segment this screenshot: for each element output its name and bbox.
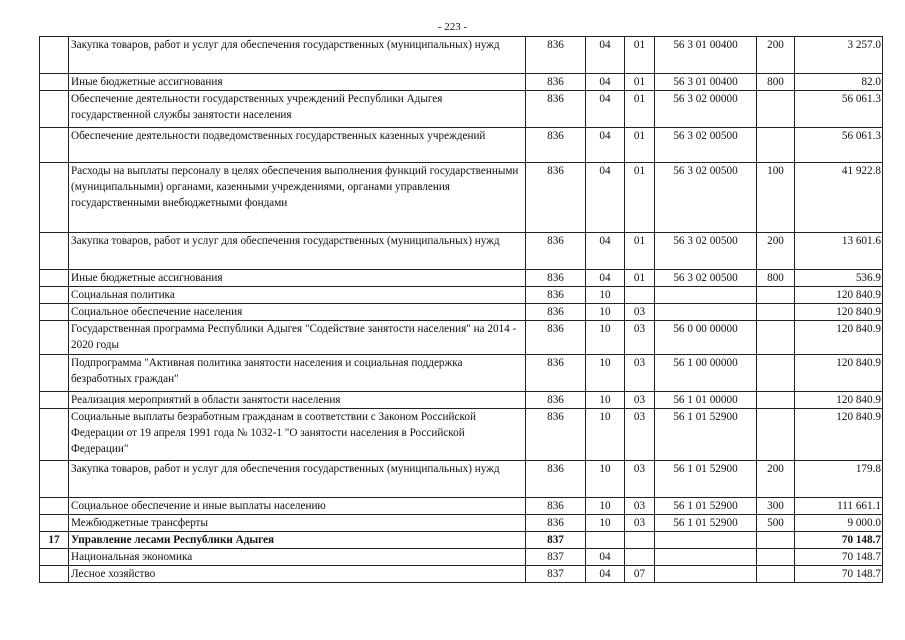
expense-type-cell — [757, 304, 795, 321]
ministry-code-cell: 837 — [526, 532, 586, 549]
expense-name-cell: Расходы на выплаты персоналу в целях обеспечения выполнения функций государственными (муниципальными) органами, казенными учреждениями, органами управления государственными внебюджетными фондами — [69, 163, 526, 233]
amount-cell: 120 840.9 — [795, 287, 883, 304]
ministry-code-cell: 836 — [526, 409, 586, 461]
amount-cell: 41 922.8 — [795, 163, 883, 233]
amount-cell: 56 061.3 — [795, 91, 883, 128]
ministry-code-cell: 836 — [526, 321, 586, 355]
row-number-cell — [40, 163, 69, 233]
amount-cell: 70 148.7 — [795, 566, 883, 583]
table-row — [40, 461, 883, 498]
table-row — [40, 37, 883, 74]
expense-name-cell: Обеспечение деятельности подведомственных государственных казенных учреждений — [69, 128, 526, 163]
row-number-cell — [40, 549, 69, 566]
subsection-code-cell: 01 — [625, 91, 655, 128]
section-code-cell: 04 — [586, 163, 625, 233]
ministry-code-cell: 836 — [526, 498, 586, 515]
section-code-cell: 10 — [586, 321, 625, 355]
table-row — [40, 270, 883, 287]
ministry-code-cell: 837 — [526, 566, 586, 583]
target-article-cell — [655, 304, 757, 321]
subsection-code-cell: 03 — [625, 515, 655, 532]
target-article-cell: 56 0 00 00000 — [655, 321, 757, 355]
row-number-cell — [40, 74, 69, 91]
target-article-cell — [655, 287, 757, 304]
section-code-cell: 04 — [586, 128, 625, 163]
expense-name-cell: Государственная программа Республики Адыгея "Содействие занятости населения" на 2014 - 2020 годы — [69, 321, 526, 355]
subsection-code-cell: 01 — [625, 233, 655, 270]
section-code-cell: 04 — [586, 74, 625, 91]
expense-name-cell: Закупка товаров, работ и услуг для обеспечения государственных (муниципальных) нужд — [69, 461, 526, 498]
table-row — [40, 233, 883, 270]
section-code-cell — [586, 532, 625, 549]
row-number-cell — [40, 498, 69, 515]
expense-type-cell: 300 — [757, 498, 795, 515]
amount-cell: 120 840.9 — [795, 355, 883, 392]
section-code-cell: 10 — [586, 355, 625, 392]
expense-type-cell — [757, 321, 795, 355]
expense-type-cell — [757, 409, 795, 461]
expense-type-cell — [757, 532, 795, 549]
target-article-cell: 56 1 01 00000 — [655, 392, 757, 409]
ministry-code-cell: 836 — [526, 515, 586, 532]
ministry-code-cell: 836 — [526, 163, 586, 233]
ministry-code-cell: 836 — [526, 304, 586, 321]
subsection-code-cell: 03 — [625, 392, 655, 409]
subsection-code-cell: 03 — [625, 321, 655, 355]
expense-name-cell: Социальное обеспечение населения — [69, 304, 526, 321]
expense-name-cell: Социальная политика — [69, 287, 526, 304]
expense-type-cell — [757, 91, 795, 128]
expense-type-cell — [757, 549, 795, 566]
section-code-cell: 04 — [586, 270, 625, 287]
ministry-code-cell: 837 — [526, 549, 586, 566]
table-row — [40, 566, 883, 583]
row-number-cell — [40, 270, 69, 287]
expense-type-cell: 200 — [757, 37, 795, 74]
expense-name-cell: Межбюджетные трансферты — [69, 515, 526, 532]
table-row — [40, 91, 883, 128]
subsection-code-cell: 01 — [625, 270, 655, 287]
table-row — [40, 498, 883, 515]
expense-type-cell — [757, 128, 795, 163]
target-article-cell — [655, 532, 757, 549]
target-article-cell — [655, 566, 757, 583]
expense-type-cell — [757, 392, 795, 409]
table-body — [40, 37, 883, 583]
amount-cell: 70 148.7 — [795, 532, 883, 549]
target-article-cell: 56 3 02 00500 — [655, 128, 757, 163]
row-number-cell — [40, 566, 69, 583]
subsection-code-cell: 03 — [625, 304, 655, 321]
expense-type-cell — [757, 566, 795, 583]
row-number-cell — [40, 461, 69, 498]
section-code-cell: 04 — [586, 37, 625, 74]
row-number-cell — [40, 91, 69, 128]
expense-name-cell: Реализация мероприятий в области занятости населения — [69, 392, 526, 409]
expense-name-cell: Закупка товаров, работ и услуг для обеспечения государственных (муниципальных) нужд — [69, 233, 526, 270]
expense-type-cell — [757, 355, 795, 392]
expense-name-cell: Лесное хозяйство — [69, 566, 526, 583]
amount-cell: 9 000.0 — [795, 515, 883, 532]
subsection-code-cell — [625, 549, 655, 566]
table-row — [40, 304, 883, 321]
expense-name-cell: Обеспечение деятельности государственных учреждений Республики Адыгея государственной службы занятости населения — [69, 91, 526, 128]
table-row — [40, 392, 883, 409]
section-code-cell: 04 — [586, 233, 625, 270]
table-row — [40, 549, 883, 566]
subsection-code-cell: 01 — [625, 163, 655, 233]
table-row — [40, 287, 883, 304]
expense-name-cell: Иные бюджетные ассигнования — [69, 74, 526, 91]
expense-name-cell: Национальная экономика — [69, 549, 526, 566]
page-number: - 223 - — [437, 21, 468, 33]
target-article-cell: 56 1 01 52900 — [655, 409, 757, 461]
ministry-code-cell: 836 — [526, 355, 586, 392]
section-code-cell: 10 — [586, 498, 625, 515]
subsection-code-cell: 07 — [625, 566, 655, 583]
target-article-cell: 56 1 01 52900 — [655, 461, 757, 498]
expense-name-cell: Подпрограмма "Активная политика занятости населения и социальная поддержка безработных граждан" — [69, 355, 526, 392]
target-article-cell: 56 1 01 52900 — [655, 515, 757, 532]
table-row — [40, 163, 883, 233]
ministry-code-cell: 836 — [526, 461, 586, 498]
row-number-cell — [40, 37, 69, 74]
row-number-cell — [40, 321, 69, 355]
budget-table — [39, 36, 883, 583]
amount-cell: 111 661.1 — [795, 498, 883, 515]
ministry-code-cell: 836 — [526, 74, 586, 91]
section-code-cell: 10 — [586, 409, 625, 461]
amount-cell: 56 061.3 — [795, 128, 883, 163]
target-article-cell: 56 1 01 52900 — [655, 498, 757, 515]
row-number-cell — [40, 233, 69, 270]
row-number-cell — [40, 304, 69, 321]
ministry-code-cell: 836 — [526, 287, 586, 304]
ministry-code-cell: 836 — [526, 392, 586, 409]
expense-name-cell: Управление лесами Республики Адыгея — [69, 532, 526, 549]
expense-type-cell — [757, 287, 795, 304]
row-number-cell — [40, 355, 69, 392]
section-code-cell: 04 — [586, 566, 625, 583]
row-number-cell — [40, 287, 69, 304]
expense-type-cell: 500 — [757, 515, 795, 532]
table-row — [40, 128, 883, 163]
subsection-code-cell — [625, 532, 655, 549]
table-row — [40, 515, 883, 532]
target-article-cell — [655, 549, 757, 566]
table-row — [40, 321, 883, 355]
expense-name-cell: Социальное обеспечение и иные выплаты населению — [69, 498, 526, 515]
row-number-cell — [40, 128, 69, 163]
target-article-cell: 56 3 02 00500 — [655, 233, 757, 270]
target-article-cell: 56 3 01 00400 — [655, 74, 757, 91]
amount-cell: 3 257.0 — [795, 37, 883, 74]
table-row — [40, 409, 883, 461]
subsection-code-cell: 03 — [625, 355, 655, 392]
table-row — [40, 532, 883, 549]
amount-cell: 179.8 — [795, 461, 883, 498]
target-article-cell: 56 3 02 00500 — [655, 163, 757, 233]
ministry-code-cell: 836 — [526, 37, 586, 74]
amount-cell: 120 840.9 — [795, 409, 883, 461]
table-row — [40, 74, 883, 91]
target-article-cell: 56 3 02 00500 — [655, 270, 757, 287]
section-code-cell: 10 — [586, 392, 625, 409]
ministry-code-cell: 836 — [526, 91, 586, 128]
section-code-cell: 04 — [586, 549, 625, 566]
table-row — [40, 355, 883, 392]
expense-type-cell: 200 — [757, 233, 795, 270]
target-article-cell: 56 3 01 00400 — [655, 37, 757, 74]
section-code-cell: 10 — [586, 461, 625, 498]
subsection-code-cell: 01 — [625, 128, 655, 163]
target-article-cell: 56 1 00 00000 — [655, 355, 757, 392]
expense-name-cell: Иные бюджетные ассигнования — [69, 270, 526, 287]
amount-cell: 120 840.9 — [795, 321, 883, 355]
row-number-cell — [40, 515, 69, 532]
amount-cell: 82.0 — [795, 74, 883, 91]
subsection-code-cell: 01 — [625, 37, 655, 74]
expense-type-cell: 200 — [757, 461, 795, 498]
row-number-cell: 17 — [40, 532, 69, 549]
row-number-cell — [40, 392, 69, 409]
row-number-cell — [40, 409, 69, 461]
expense-type-cell: 800 — [757, 74, 795, 91]
expense-name-cell: Закупка товаров, работ и услуг для обеспечения государственных (муниципальных) нужд — [69, 37, 526, 74]
ministry-code-cell: 836 — [526, 270, 586, 287]
subsection-code-cell — [625, 287, 655, 304]
amount-cell: 536.9 — [795, 270, 883, 287]
section-code-cell: 10 — [586, 304, 625, 321]
target-article-cell: 56 3 02 00000 — [655, 91, 757, 128]
amount-cell: 70 148.7 — [795, 549, 883, 566]
subsection-code-cell: 03 — [625, 498, 655, 515]
amount-cell: 13 601.6 — [795, 233, 883, 270]
section-code-cell: 04 — [586, 91, 625, 128]
subsection-code-cell: 03 — [625, 409, 655, 461]
amount-cell: 120 840.9 — [795, 392, 883, 409]
subsection-code-cell: 01 — [625, 74, 655, 91]
ministry-code-cell: 836 — [526, 128, 586, 163]
ministry-code-cell: 836 — [526, 233, 586, 270]
section-code-cell: 10 — [586, 287, 625, 304]
amount-cell: 120 840.9 — [795, 304, 883, 321]
subsection-code-cell: 03 — [625, 461, 655, 498]
expense-name-cell: Социальные выплаты безработным гражданам в соответствии с Законом Российской Федерации от 19 апреля 1991 года № 1032-1 "О занятости населения в Российской Федерации" — [69, 409, 526, 461]
section-code-cell: 10 — [586, 515, 625, 532]
expense-type-cell: 100 — [757, 163, 795, 233]
expense-type-cell: 800 — [757, 270, 795, 287]
